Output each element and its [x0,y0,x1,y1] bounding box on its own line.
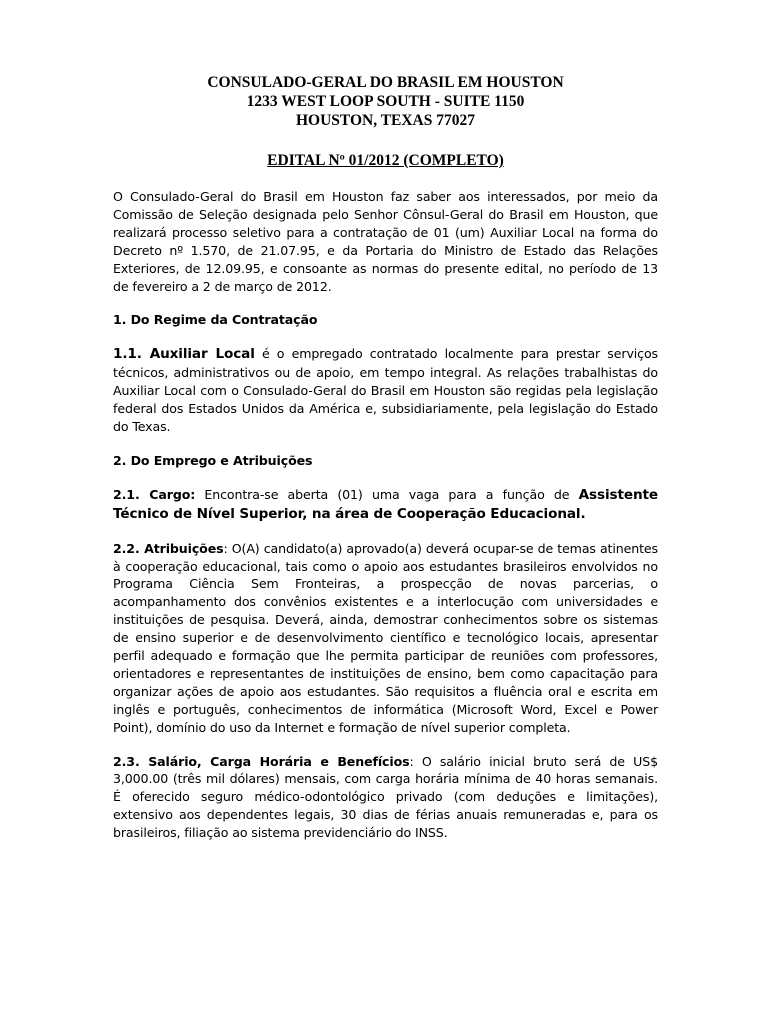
item-1-1 [113,345,658,436]
section-1-heading: 1. Do Regime da Contratação [113,312,318,328]
item-2-1-label: 2.1. Cargo: [113,486,196,502]
header-consulate-name: CONSULADO-GERAL DO BRASIL EM HOUSTON [207,74,564,91]
section-2-heading: 2. Do Emprego e Atribuições [113,452,313,468]
item-1-1-text: é o empregado contratado localmente para prestar serviços técnicos, administrativos ou de apoio, em tempo integral. As relações trabalhistas do Auxiliar Local com o Consulado-Geral do Brasil em Houston são regidas pela legislação federal dos Estados Unidos da América e, subsidiariamente, pela legislação do Estado do Texas. [113,346,658,434]
item-2-1 [113,486,658,524]
item-2-1-text: Encontra-se aberta (01) uma vaga para a função de [195,486,579,502]
consulate-header [113,73,658,130]
header-city: HOUSTON, TEXAS 77027 [295,112,475,129]
intro-paragraph: O Consulado-Geral do Brasil em Houston faz saber aos interessados, por meio da Comissão de Seleção designada pelo Senhor Cônsul-Geral do Brasil em Houston, que realizará processo seletivo para a contratação de 01 (um) Auxiliar Local na forma do Decreto nº 1.570, de 21.07.95, e da Portaria do Ministro de Estado das Relações Exteriores, de 12.09.95, e consoante as normas do presente edital, no período de 13 de fevereiro a 2 de março de 2012. [113,189,658,294]
item-1-1-label: 1.1. Auxiliar Local [113,346,255,363]
item-2-2-text: : O(A) candidato(a) aprovado(a) deverá ocupar-se de temas atinentes à cooperação educacional, tais como o apoio aos estudantes brasileiros envolvidos no Programa Ciência Sem Fronteiras, a prospecção de novas parcerias, o acompanhamento dos convênios existentes e a interlocução com universidades e instituições de pesquisa. Deverá, ainda, demostrar conhecimentos sobre os sistemas de ensino superior e de desenvolvimento científico e tecnológico locais, apresentar perfil adequado e formação que lhe permita participar de reuniões com professores, orientadores e representantes de instituições de ensino, bem como capacitação para organizar ações de apoio aos estudantes. São requisitos a fluência oral e escrita em inglês e português, conhecimentos de informática (Microsoft Word, Excel e Power Point), domínio do uso da Internet e formação de nível superior completa. [113,540,658,735]
item-2-3 [113,753,658,843]
document-page [113,73,658,858]
item-2-3-text: : O salário inicial bruto será de US$ 3,000.00 (três mil dólares) mensais, com carga horária mínima de 40 horas semanais. É oferecido seguro médico-odontológico privado (com deduções e limitações), extensivo aos dependentes legais, 30 dias de férias anuais remuneradas e, para os brasileiros, filiação ao sistema previdenciário do INSS. [113,753,659,841]
edital-title: EDITAL Nº 01/2012 (COMPLETO) [267,152,504,169]
item-2-1-emphasis: Assistente Técnico de Nível Superior, na área de Cooperação Educacional. [113,486,658,522]
item-2-2-label: 2.2. Atribuições [113,540,224,556]
item-2-2 [113,540,658,737]
header-address: 1233 WEST LOOP SOUTH - SUITE 1150 [246,93,525,110]
item-2-3-label: 2.3. Salário, Carga Horária e Benefícios [113,753,410,769]
